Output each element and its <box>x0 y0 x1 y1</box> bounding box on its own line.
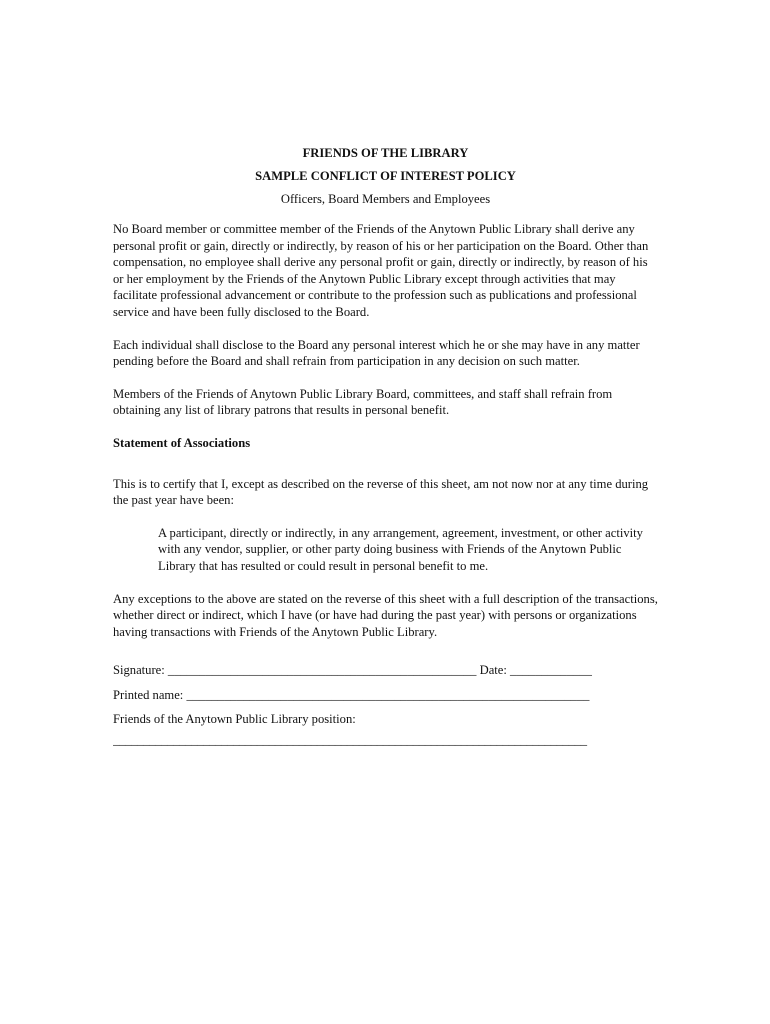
exceptions-paragraph: Any exceptions to the above are stated on the reverse of this sheet with a full description of the transactions, whether direct or indirect, which I have (or have had during the past year) with persons or organizations having transactions with Friends of the Anytown Public Library. <box>113 591 658 639</box>
policy-paragraph-profit: No Board member or committee member of the Friends of the Anytown Public Library shall derive any personal profit or gain, directly or indirectly, by reason of his or her participation on the Board. Other than compensation, no employee shall derive any personal profit or gain, directly or indirectly, by reason of his or her employment by the Friends of the Anytown Public Library except through activities that may facilitate professional advancement or contribute to the profession such as publications and professional service and have been fully disclosed to the Board. <box>113 222 649 319</box>
document-body <box>113 145 658 749</box>
document-title: FRIENDS OF THE LIBRARY <box>302 146 469 160</box>
policy-subtitle: Officers, Board Members and Employees <box>280 192 491 206</box>
statement-heading: Statement of Associations <box>113 435 251 450</box>
indented-paragraph: A participant, directly or indirectly, in any arrangement, agreement, investment, or other activity with any vendor, supplier, or other party doing business with Friends of the Anytown Public Library that has resulted or could result in personal benefit to me. <box>158 525 643 573</box>
printed-name-field[interactable]: Printed name: ________________________________________________________________ <box>113 687 590 702</box>
position-field[interactable]: _______________________________________________________________________________ <box>113 733 587 748</box>
policy-paragraph-patron-lists: Members of the Friends of Anytown Public Library Board, committees, and staff shall refrain from obtaining any list of library patrons that results in personal benefit. <box>113 386 613 418</box>
signature-date-field[interactable]: Signature: _________________________________________________ Date: _____________ <box>113 663 592 678</box>
certify-paragraph: This is to certify that I, except as described on the reverse of this sheet, am not now nor at any time during the past year have been: <box>113 476 649 508</box>
policy-title: SAMPLE CONFLICT OF INTEREST POLICY <box>255 169 516 183</box>
policy-paragraph-disclosure: Each individual shall disclose to the Board any personal interest which he or she may have in any matter pending before the Board and shall refrain from participation in any decision on such matter. <box>113 337 640 369</box>
position-label: Friends of the Anytown Public Library position: <box>113 712 356 727</box>
